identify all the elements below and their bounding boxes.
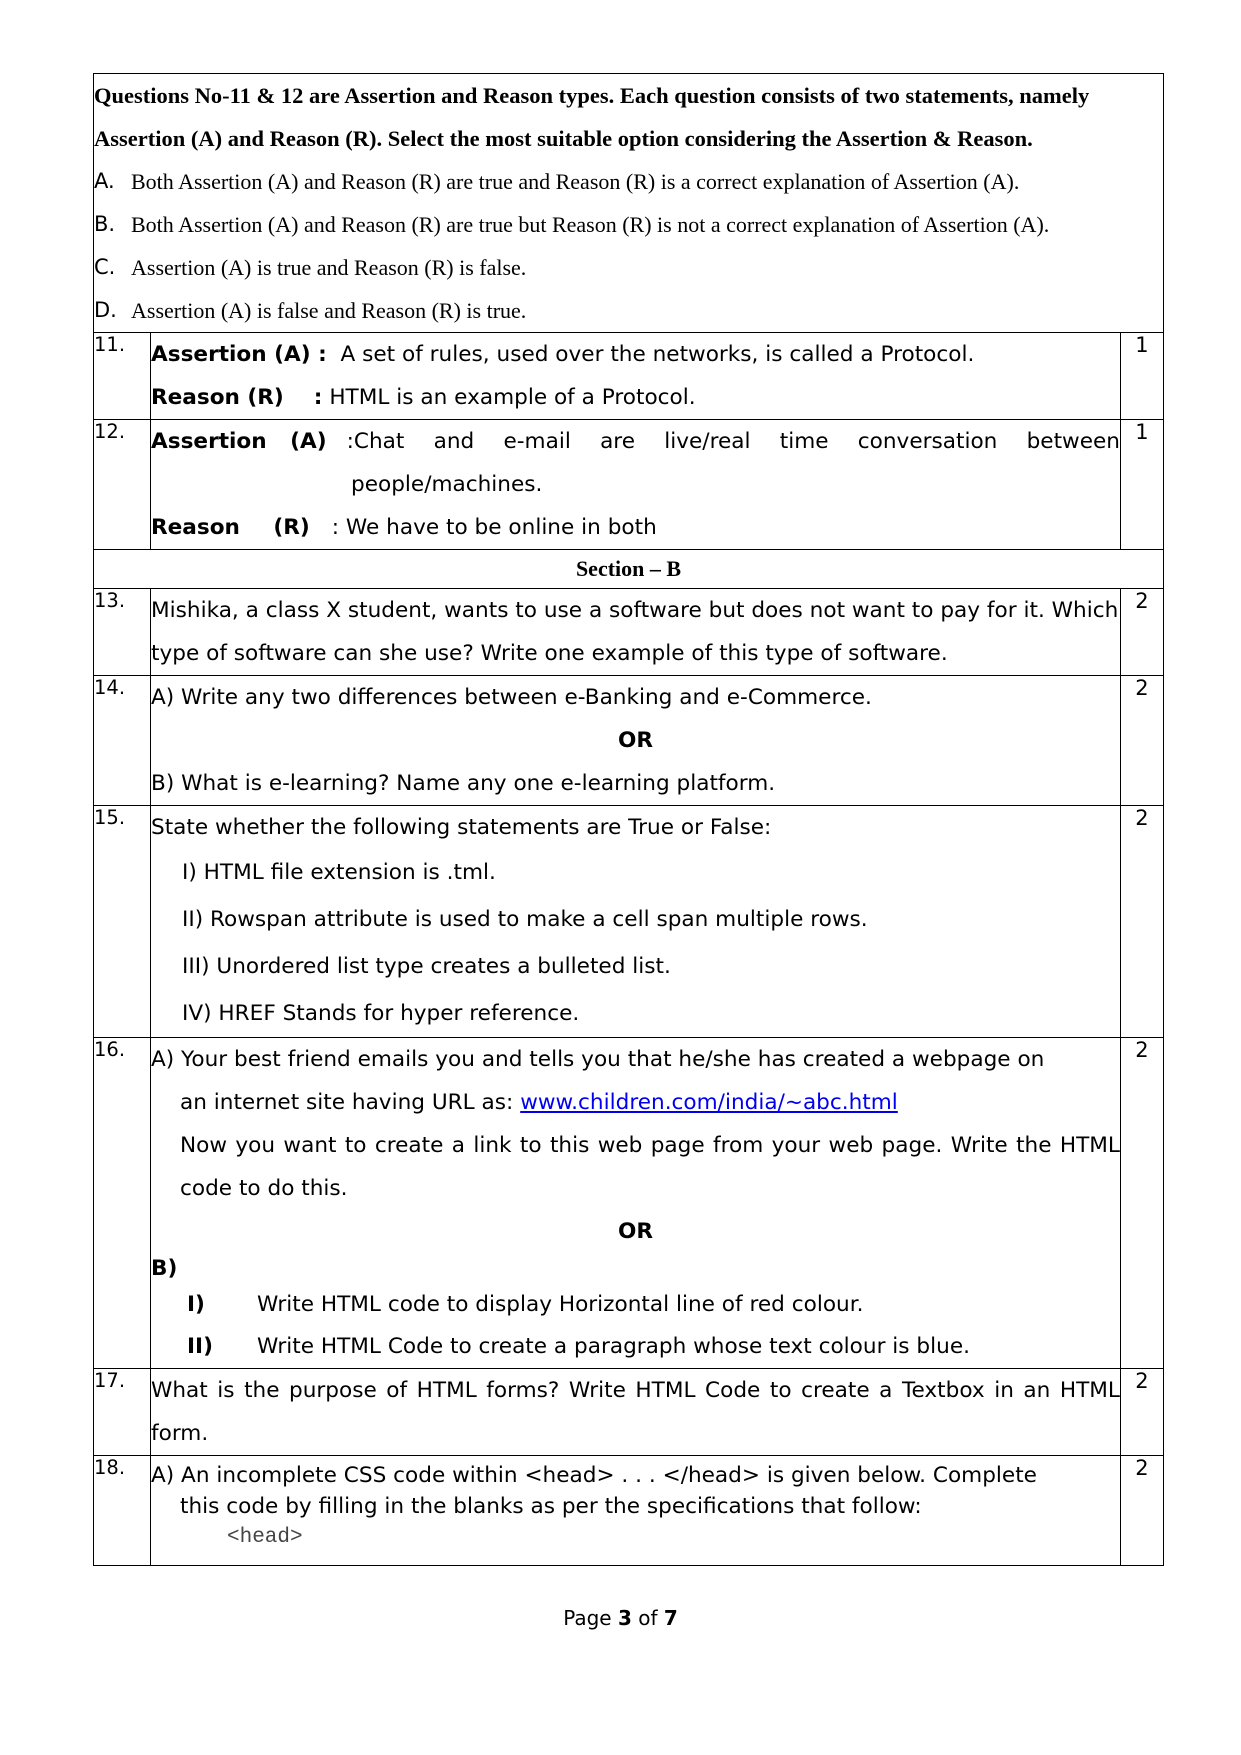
- question-row-17: [94, 1369, 1164, 1456]
- question-number: 16.: [94, 1038, 151, 1369]
- part-b-label: B): [151, 1256, 178, 1281]
- question-number: 14.: [94, 676, 151, 806]
- question-row-13: [94, 589, 1164, 676]
- part-b-item: II) Write HTML Code to create a paragraph whose text colour is blue.: [187, 1334, 970, 1359]
- option-d: D. Assertion (A) is false and Reason (R) is true.: [94, 298, 527, 323]
- marks: 2: [1120, 1456, 1163, 1566]
- question-number: 12.: [94, 420, 151, 550]
- option-a: A. Both Assertion (A) and Reason (R) are true and Reason (R) is a correct explanation of Assertion (A).: [94, 169, 1020, 194]
- part-a-line: A) An incomplete CSS code within <head> . . . </head> is given below. Complete: [151, 1463, 1037, 1488]
- question-number: 18.: [94, 1456, 151, 1566]
- marks: 2: [1120, 589, 1163, 676]
- part-b-item: I) Write HTML code to display Horizontal line of red colour.: [187, 1292, 864, 1317]
- code-snippet: <head>: [227, 1526, 303, 1549]
- part-b-text: B) What is e-learning? Name any one e-learning platform.: [151, 771, 776, 796]
- question-body: [151, 806, 1121, 1038]
- question-paper-table: [93, 73, 1164, 1566]
- question-row-15: [94, 806, 1164, 1038]
- assertion-label: Assertion (A) :: [151, 342, 327, 367]
- question-body: Assertion (A) : A set of rules, used over the networks, is called a Protocol. Reason (R) : HTML is an example of a Protocol.: [151, 333, 1121, 420]
- part-a-instruction: Now you want to create a link to this web page from your web page. Write the HTML code to do this.: [180, 1133, 1120, 1201]
- question-row-14: [94, 676, 1164, 806]
- question-row-12: [94, 420, 1164, 550]
- statement-item: IV) HREF Stands for hyper reference.: [182, 1001, 580, 1026]
- section-heading: Section – B: [94, 550, 1164, 589]
- option-b: B. Both Assertion (A) and Reason (R) are true but Reason (R) is not a correct explanation of Assertion (A).: [94, 212, 1050, 237]
- part-a-line: this code by filling in the blanks as per the specifications that follow:: [180, 1494, 922, 1519]
- reason-text: HTML is an example of a Protocol.: [329, 385, 696, 410]
- section-row: [94, 550, 1164, 589]
- question-text: Mishika, a class X student, wants to use a software but does not want to pay for it. Which type of software can she use? Write one example of this type of software.: [151, 598, 1119, 666]
- question-number: 11.: [94, 333, 151, 420]
- part-a-text: A) Write any two differences between e-Banking and e-Commerce.: [151, 685, 872, 710]
- instructions-row: [94, 74, 1164, 333]
- statement-item: I) HTML file extension is .tml.: [182, 860, 496, 885]
- question-row-16: [94, 1038, 1164, 1369]
- assertion-text: :Chat and e-mail are live/real time conversation between: [346, 429, 1120, 454]
- part-a-line: A) Your best friend emails you and tells you that he/she has created a webpage on: [151, 1047, 1045, 1072]
- question-number: 13.: [94, 589, 151, 676]
- question-body: [151, 420, 1121, 550]
- question-body: [151, 589, 1121, 676]
- page-footer: Page 3 of 7: [563, 1606, 678, 1630]
- marks: 1: [1120, 420, 1163, 550]
- or-label: OR: [617, 1219, 653, 1244]
- marks: 2: [1120, 1038, 1163, 1369]
- instructions-box: [94, 74, 1164, 333]
- option-c: C. Assertion (A) is true and Reason (R) is false.: [94, 255, 527, 280]
- total-pages: 7: [663, 1606, 678, 1630]
- part-a-url-intro: an internet site having URL as:: [180, 1090, 514, 1115]
- question-body: [151, 1369, 1121, 1456]
- question-number: 17.: [94, 1369, 151, 1456]
- assertion-label: Assertion (A): [151, 429, 327, 454]
- question-intro: State whether the following statements are True or False:: [151, 815, 772, 840]
- webpage-url-link[interactable]: www.children.com/india/~abc.html: [520, 1090, 898, 1115]
- current-page: 3: [617, 1606, 632, 1630]
- question-body: [151, 1038, 1121, 1369]
- marks: 2: [1120, 676, 1163, 806]
- reason-label: Reason (R): [151, 515, 310, 540]
- question-text: What is the purpose of HTML forms? Write HTML Code to create a Textbox in an HTML form.: [151, 1378, 1120, 1446]
- assertion-text: A set of rules, used over the networks, is called a Protocol.: [340, 342, 975, 367]
- question-number: 15.: [94, 806, 151, 1038]
- instructions-heading: Questions No-11 & 12 are Assertion and Reason types. Each question consists of two statements, namely Assertion (A) and Reason (R). Select the most suitable option considering the Assertion & Reason.: [94, 83, 1090, 151]
- marks: 1: [1120, 333, 1163, 420]
- reason-label: Reason (R): [151, 385, 284, 410]
- question-body: [151, 1456, 1121, 1566]
- reason-text: : We have to be online in both: [331, 515, 657, 540]
- question-row-18: [94, 1456, 1164, 1566]
- assertion-continuation: people/machines.: [351, 472, 543, 497]
- marks: 2: [1120, 1369, 1163, 1456]
- marks: 2: [1120, 806, 1163, 1038]
- or-label: OR: [617, 728, 653, 753]
- question-body: [151, 676, 1121, 806]
- statement-item: II) Rowspan attribute is used to make a cell span multiple rows.: [182, 907, 868, 932]
- statement-item: III) Unordered list type creates a bulleted list.: [182, 954, 671, 979]
- question-row-11: [94, 333, 1164, 420]
